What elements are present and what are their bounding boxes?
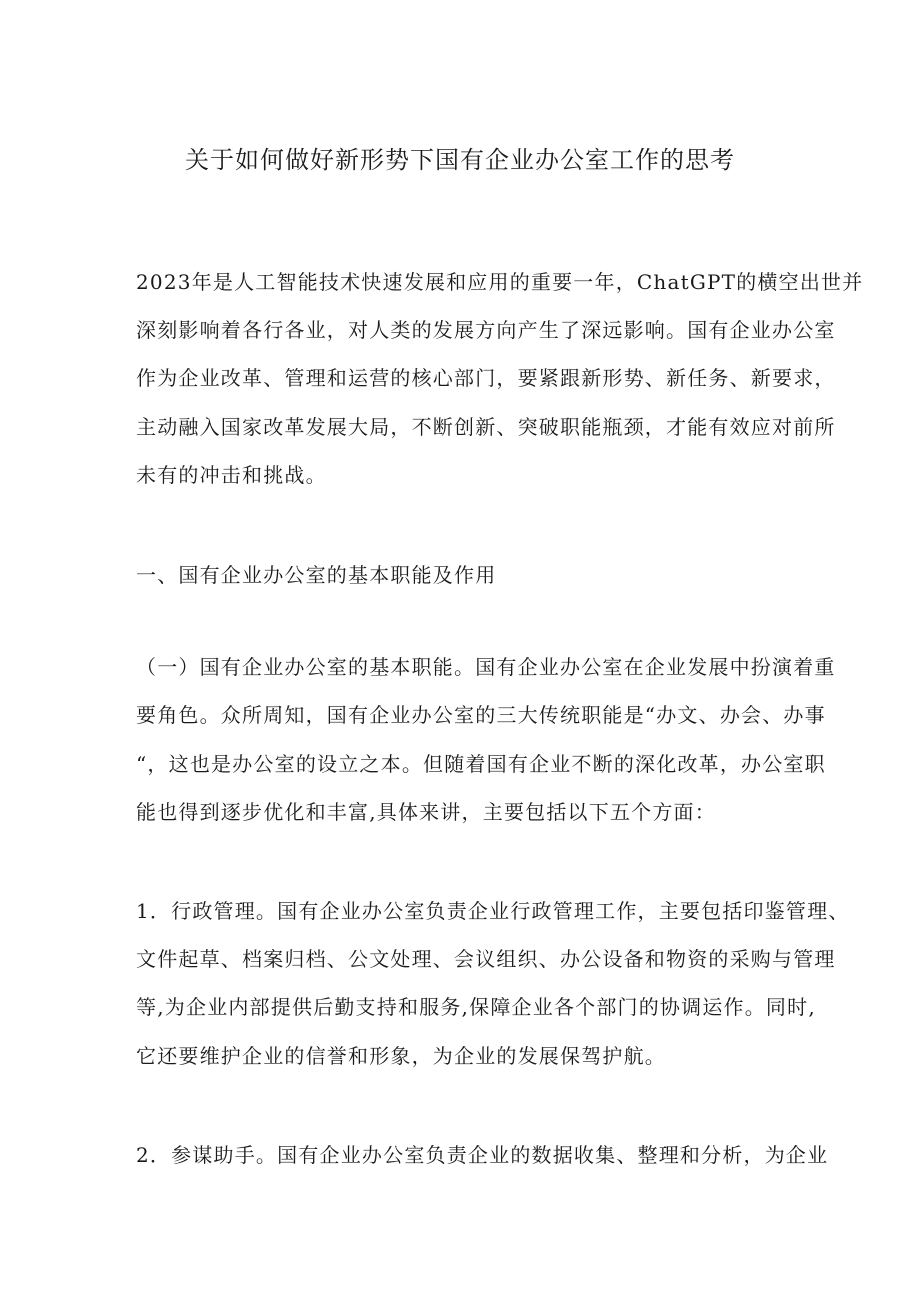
- item-1-line-4: 它还要维护企业的信誉和形象，为企业的发展保驾护航。: [136, 1044, 666, 1068]
- document-title: 关于如何做好新形势下国有企业办公室工作的思考: [185, 146, 735, 174]
- subsection-line-3: “，这也是办公室的设立之本。但随着国有企业不断的深化改革，办公室职: [136, 752, 826, 776]
- item-1-line-3: 等,为企业内部提供后勤支持和服务,保障企业各个部门的协调运作。同时,: [136, 995, 816, 1019]
- intro-line-1: 2023年是人工智能技术快速发展和应用的重要一年，ChatGPT的横空出世并: [136, 270, 864, 294]
- intro-line-3: 作为企业改革、管理和运营的核心部门，要紧跟新形势、新任务、新要求，: [136, 366, 836, 390]
- item-1-line-2: 文件起草、档案归档、公文处理、会议组织、办公设备和物资的采购与管理: [136, 947, 836, 971]
- section-heading-1: 一、国有企业办公室的基本职能及作用: [136, 563, 497, 587]
- subsection-line-2: 要角色。众所周知，国有企业办公室的三大传统职能是“办文、办会、办事: [136, 703, 826, 727]
- subsection-line-1: （一）国有企业办公室的基本职能。国有企业办公室在企业发展中扮演着重: [136, 655, 836, 679]
- intro-line-5: 未有的冲击和挑战。: [136, 463, 327, 487]
- intro-line-2: 深刻影响着各行各业，对人类的发展方向产生了深远影响。国有企业办公室: [136, 318, 836, 342]
- intro-line-4: 主动融入国家改革发展大局，不断创新、突破职能瓶颈，才能有效应对前所: [136, 415, 836, 439]
- item-2-line-1: 2．参谋助手。国有企业办公室负责企业的数据收集、整理和分析，为企业: [136, 1143, 829, 1167]
- item-1-line-1: 1．行政管理。国有企业办公室负责企业行政管理工作，主要包括印鉴管理、: [136, 899, 850, 923]
- subsection-line-4: 能也得到逐步优化和丰富,具体来讲，主要包括以下五个方面：: [136, 800, 716, 824]
